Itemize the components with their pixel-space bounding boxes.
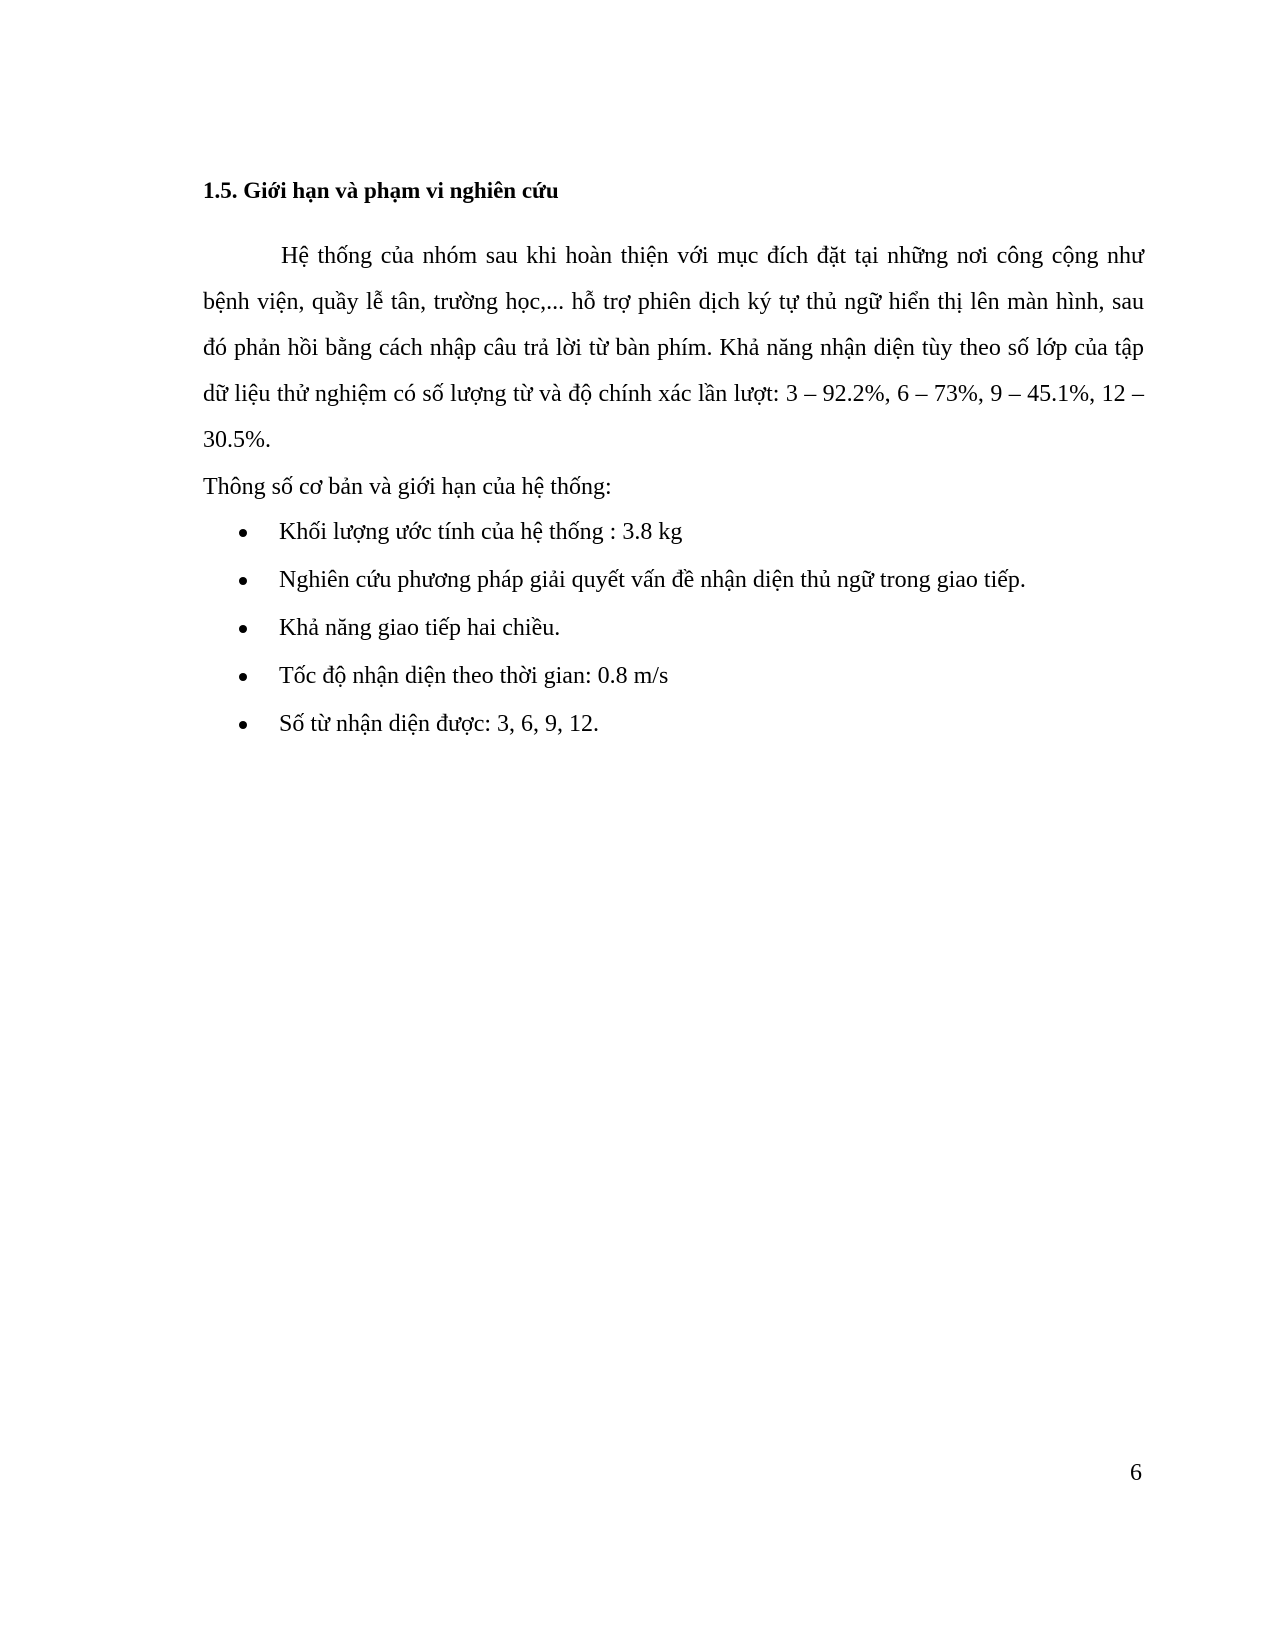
list-item-text: Khả năng giao tiếp hai chiều. <box>279 615 561 641</box>
list-item-text: Tốc độ nhận diện theo thời gian: 0.8 m/s <box>279 663 669 689</box>
bullet-icon <box>239 721 247 729</box>
page-number: 6 <box>1130 1460 1142 1486</box>
bullet-icon <box>239 577 247 585</box>
bullet-icon <box>239 625 247 633</box>
body-paragraph: Hệ thống của nhóm sau khi hoàn thiện với mục đích đặt tại những nơi công cộng như bệnh viện, quầy lễ tân, trường học,... hỗ trợ phiên dịch ký tự thủ ngữ hiển thị lên màn hình, sau đó phản hồi bằng cách nhập câu trả lời từ bàn phím. Khả năng nhận diện tùy theo số lớp của tập dữ liệu thử nghiệm có số lượng từ và độ chính xác lần lượt: 3 – 92.2%, 6 – 73%, 9 – 45.1%, 12 – 30.5%. <box>203 243 1144 453</box>
section-heading: 1.5. Giới hạn và phạm vi nghiên cứu <box>203 178 559 203</box>
list-item-text: Số từ nhận diện được: 3, 6, 9, 12. <box>279 711 600 737</box>
specs-intro: Thông số cơ bản và giới hạn của hệ thống: <box>203 474 612 500</box>
list-item-text: Nghiên cứu phương pháp giải quyết vấn đề nhận diện thủ ngữ trong giao tiếp. <box>279 567 1026 593</box>
bullet-icon <box>239 529 247 537</box>
bullet-icon <box>239 673 247 681</box>
list-item-text: Khối lượng ước tính của hệ thống : 3.8 kg <box>279 519 683 545</box>
